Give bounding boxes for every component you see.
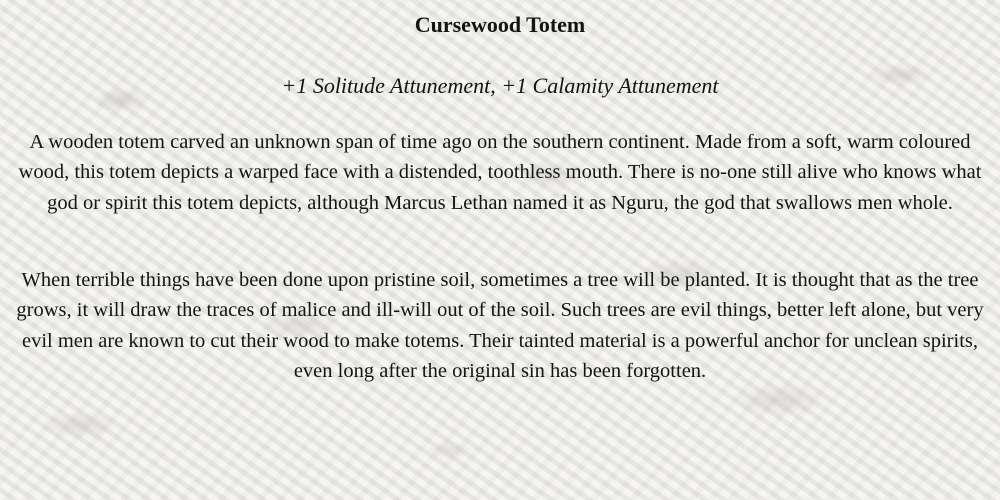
item-lore: When terrible things have been done upon pristine soil, sometimes a tree will be planted. It is thought that as the tree grows, it will draw the traces of malice and ill-will out of the soil. Such trees are evil things, better left alone, but very evil men are known to cut their wood to make totems. Their tainted material is a powerful anchor for unclean spirits, even long after the original sin has been forgotten. (16, 269, 984, 382)
item-description: A wooden totem carved an unknown span of time ago on the southern continent. Made from a soft, warm coloured wood, this totem depicts a warped face with a distended, toothless mouth. There is no-one still alive who knows what god or spirit this totem depicts, although Marcus Lethan named it as Nguru, the god that swallows men whole. (18, 131, 982, 214)
item-title: Cursewood Totem (414, 12, 586, 37)
item-attunements: +1 Solitude Attunement, +1 Calamity Attunement (281, 73, 719, 98)
